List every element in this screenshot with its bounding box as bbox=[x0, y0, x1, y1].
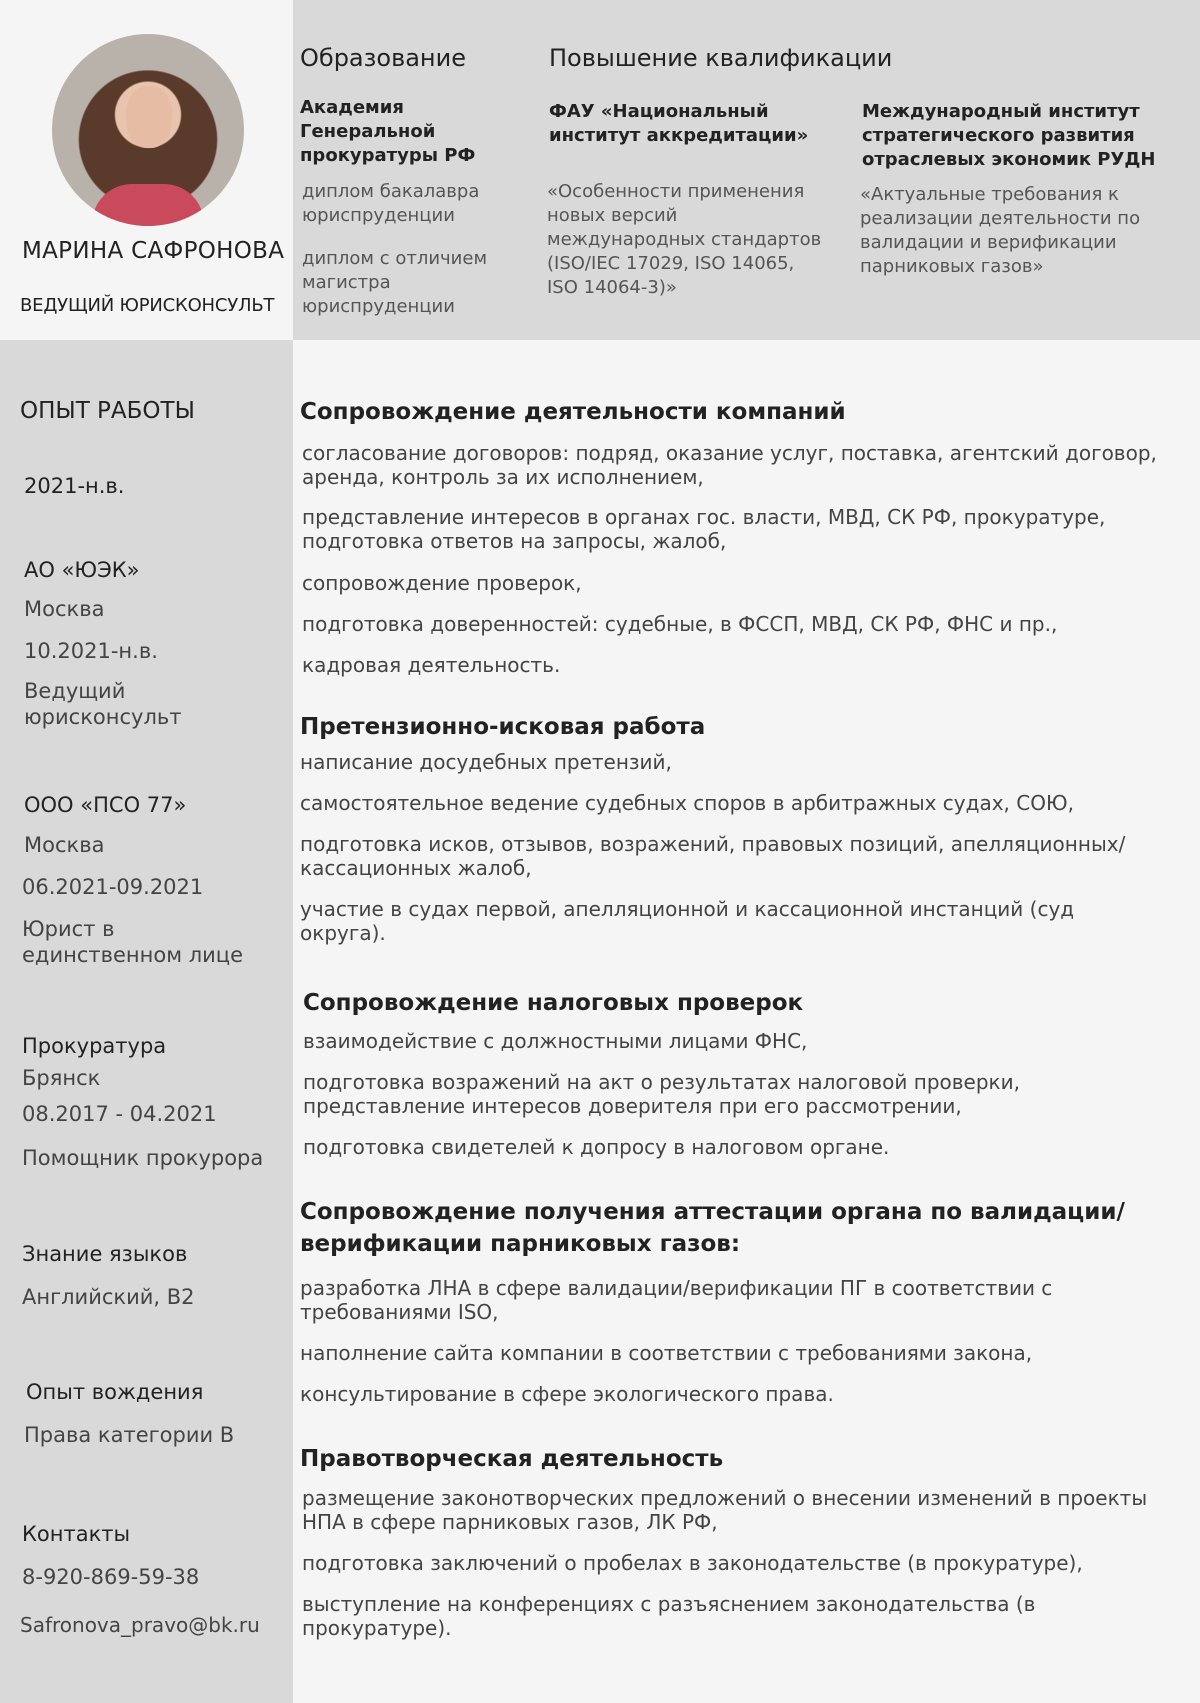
list-item: выступление на конференциях с разъяснением законодательства (в прокуратуре). bbox=[302, 1592, 1036, 1640]
block-title-company-support: Сопровождение деятельности компаний bbox=[300, 399, 846, 425]
job-city-3: Брянск bbox=[22, 1066, 101, 1090]
avatar-face bbox=[126, 86, 172, 148]
list-item: самостоятельное ведение судебных споров в арбитражных судах, СОЮ, bbox=[300, 791, 1074, 815]
job-company-2: ООО «ПСО 77» bbox=[24, 793, 187, 817]
job-company-1: АО «ЮЭК» bbox=[24, 558, 140, 582]
profile-name: МАРИНА САФРОНОВА bbox=[22, 238, 285, 264]
driving-title: Опыт вождения bbox=[26, 1380, 204, 1404]
list-item: наполнение сайта компании в соответствии с требованиями закона, bbox=[300, 1341, 1033, 1365]
job-dates-2: 06.2021-09.2021 bbox=[22, 875, 204, 899]
list-item: согласование договоров: подряд, оказание услуг, поставка, агентский договор, аренда, контроль за их исполнением, bbox=[302, 441, 1157, 489]
contact-email[interactable]: Safronova_pravo@bk.ru bbox=[20, 1613, 260, 1637]
list-item: сопровождение проверок, bbox=[302, 571, 582, 595]
block-title-tax-audits: Сопровождение налоговых проверок bbox=[303, 990, 804, 1016]
experience-period: 2021-н.в. bbox=[24, 474, 125, 498]
job-dates-1: 10.2021-н.в. bbox=[24, 639, 158, 663]
list-item: консультирование в сфере экологического права. bbox=[300, 1382, 834, 1406]
list-item: разработка ЛНА в сфере валидации/верификации ПГ в соответствии с требованиями ISO, bbox=[300, 1276, 1053, 1324]
list-item: участие в судах первой, апелляционной и кассационной инстанций (суд округа). bbox=[300, 897, 1075, 945]
contacts-title: Контакты bbox=[22, 1522, 131, 1546]
job-company-3: Прокуратура bbox=[22, 1034, 167, 1058]
block-title-claims: Претензионно-исковая работа bbox=[300, 714, 706, 740]
qualification-desc-1: «Особенности применения новых версий международных стандартов (ISO/IEC 17029, ISO 14065, ISO 14064-3)» bbox=[547, 181, 822, 298]
languages-value: Английский, В2 bbox=[22, 1285, 195, 1309]
job-city-1: Москва bbox=[24, 597, 105, 621]
qualification-org-2: Международный институт стратегического развития отраслевых экономик РУДН bbox=[862, 101, 1156, 170]
block-title-lawmaking: Правотворческая деятельность bbox=[300, 1446, 724, 1472]
job-role-2: Юрист в единственном лице bbox=[22, 917, 244, 967]
list-item: подготовка свидетелей к допросу в налоговом органе. bbox=[303, 1135, 890, 1159]
block-title-ghg-attestation: Сопровождение получения аттестации органа по валидации/ верификации парниковых газов: bbox=[300, 1199, 1125, 1257]
avatar bbox=[52, 34, 244, 226]
list-item: взаимодействие с должностными лицами ФНС, bbox=[303, 1029, 808, 1053]
job-role-3: Помощник прокурора bbox=[22, 1146, 264, 1170]
education-org: Академия Генеральной прокуратуры РФ bbox=[300, 97, 476, 166]
list-item: написание досудебных претензий, bbox=[300, 750, 672, 774]
profile-position: ВЕДУЩИЙ ЮРИСКОНСУЛЬТ bbox=[20, 295, 275, 316]
experience-title: ОПЫТ РАБОТЫ bbox=[20, 398, 195, 424]
languages-title: Знание языков bbox=[22, 1242, 188, 1266]
qualification-title: Повышение квалификации bbox=[549, 44, 893, 72]
list-item: размещение законотворческих предложений о внесении изменений в проекты НПА в сфере парниковых газов, ЛК РФ, bbox=[302, 1486, 1148, 1534]
list-item: подготовка возражений на акт о результатах налоговой проверки, представление интересов доверителя при его рассмотрении, bbox=[303, 1070, 1020, 1118]
avatar-shirt bbox=[92, 184, 204, 226]
education-degree-bachelor: диплом бакалавра юриспруденции bbox=[302, 181, 480, 226]
job-role-1: Ведущий юрисконсульт bbox=[24, 679, 182, 729]
list-item: подготовка доверенностей: судебные, в ФССП, МВД, СК РФ, ФНС и пр., bbox=[302, 612, 1058, 636]
qualification-desc-2: «Актуальные требования к реализации деятельности по валидации и верификации парниковых газов» bbox=[860, 184, 1141, 277]
list-item: подготовка исков, отзывов, возражений, правовых позиций, апелляционных/кассационных жалоб, bbox=[300, 832, 1126, 880]
sidebar-panel bbox=[0, 340, 293, 1703]
contact-phone[interactable]: 8-920-869-59-38 bbox=[22, 1565, 200, 1589]
list-item: подготовка заключений о пробелах в законодательстве (в прокуратуре), bbox=[302, 1551, 1083, 1575]
job-dates-3: 08.2017 - 04.2021 bbox=[22, 1102, 217, 1126]
list-item: представление интересов в органах гос. власти, МВД, СК РФ, прокуратуре, подготовка ответов на запросы, жалоб, bbox=[302, 505, 1106, 553]
qualification-org-1: ФАУ «Национальный институт аккредитации» bbox=[549, 101, 809, 146]
list-item: кадровая деятельность. bbox=[302, 653, 561, 677]
education-degree-master: диплом с отличием магистра юриспруденции bbox=[302, 248, 488, 317]
education-title: Образование bbox=[300, 44, 466, 72]
driving-value: Права категории В bbox=[24, 1423, 235, 1447]
job-city-2: Москва bbox=[24, 833, 105, 857]
